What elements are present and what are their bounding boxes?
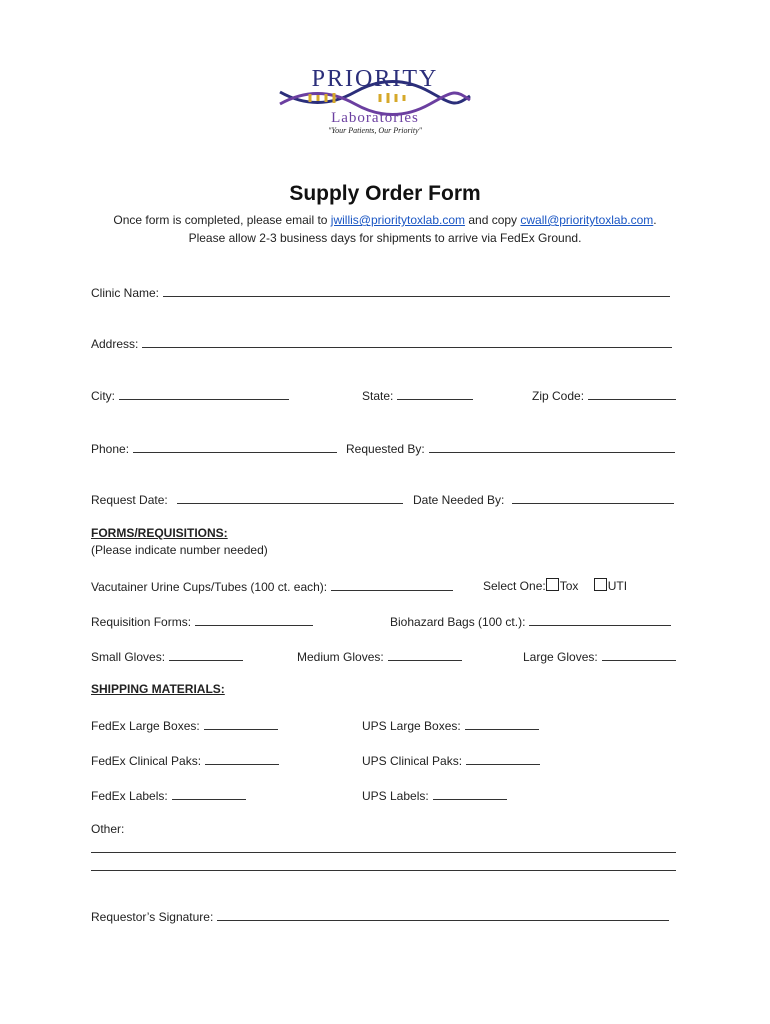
ups-labels-label: UPS Labels: xyxy=(362,789,429,803)
phone-field xyxy=(91,440,337,456)
urine-cups-field xyxy=(91,578,453,594)
clinic-name-field xyxy=(91,284,670,300)
requisition-biohazard-row xyxy=(91,613,679,631)
biohazard-bags-input[interactable] xyxy=(529,613,671,626)
state-field xyxy=(362,387,473,403)
tox-option-label: Tox xyxy=(559,579,579,593)
dates-row xyxy=(91,491,679,509)
requisition-forms-field xyxy=(91,613,313,629)
address-row xyxy=(91,335,679,353)
zip-field xyxy=(532,387,676,403)
instructions-line-2: Please allow 2-3 business days for shipments to arrive via FedEx Ground. xyxy=(188,231,582,245)
ups-labels-field xyxy=(362,787,507,803)
request-date-field xyxy=(91,491,403,507)
ups-paks-label: UPS Clinical Paks: xyxy=(362,754,463,768)
medium-gloves-label: Medium Gloves: xyxy=(297,650,384,664)
fedex-paks-field xyxy=(91,752,279,768)
requested-by-field xyxy=(346,440,675,456)
email-link-jwillis[interactable]: jwillis@prioritytoxlab.com xyxy=(330,213,466,227)
city-state-zip-row xyxy=(91,387,679,405)
date-needed-label: Date Needed By: xyxy=(413,493,505,507)
page-title: Supply Order Form xyxy=(289,182,481,205)
city-field xyxy=(91,387,289,403)
fedex-paks-label: FedEx Clinical Paks: xyxy=(91,754,202,768)
clinic-name-input[interactable] xyxy=(163,284,670,297)
address-label: Address: xyxy=(91,337,139,351)
ups-boxes-field xyxy=(362,717,539,733)
fedex-labels-input[interactable] xyxy=(172,787,246,800)
phone-input[interactable] xyxy=(133,440,337,453)
other-input-line-2[interactable] xyxy=(91,870,676,871)
select-one-label: Select One: xyxy=(483,579,546,593)
fedex-boxes-label: FedEx Large Boxes: xyxy=(91,719,200,733)
fedex-paks-input[interactable] xyxy=(205,752,279,765)
zip-label: Zip Code: xyxy=(532,389,585,403)
fedex-boxes-input[interactable] xyxy=(204,717,278,730)
small-gloves-input[interactable] xyxy=(169,648,243,661)
uti-option-label: UTI xyxy=(607,579,628,593)
state-input[interactable] xyxy=(397,387,473,400)
signature-input[interactable] xyxy=(217,908,669,921)
requisition-forms-label: Requisition Forms: xyxy=(91,615,192,629)
city-label: City: xyxy=(91,389,115,403)
urine-cups-input[interactable] xyxy=(331,578,453,591)
labels-row xyxy=(91,787,679,805)
gloves-row xyxy=(91,648,679,666)
signature-label: Requestor’s Signature: xyxy=(91,910,214,924)
fedex-labels-label: FedEx Labels: xyxy=(91,789,168,803)
medium-gloves-input[interactable] xyxy=(388,648,462,661)
phone-label: Phone: xyxy=(91,442,130,456)
ups-boxes-input[interactable] xyxy=(465,717,539,730)
address-field xyxy=(91,335,672,351)
ups-boxes-label: UPS Large Boxes: xyxy=(362,719,461,733)
clinic-name-label: Clinic Name: xyxy=(91,286,160,300)
medium-gloves-field xyxy=(297,648,462,664)
ups-paks-input[interactable] xyxy=(466,752,540,765)
clinical-paks-row xyxy=(91,752,679,770)
city-input[interactable] xyxy=(119,387,289,400)
instructions-text-mid: and copy xyxy=(465,213,521,227)
fedex-boxes-field xyxy=(91,717,278,733)
signature-row xyxy=(91,908,679,926)
address-input[interactable] xyxy=(142,335,672,348)
requested-by-label: Requested By: xyxy=(346,442,425,456)
uti-checkbox[interactable] xyxy=(594,578,607,591)
date-needed-field xyxy=(413,491,674,507)
small-gloves-label: Small Gloves: xyxy=(91,650,166,664)
signature-field xyxy=(91,908,669,924)
other-label: Other: xyxy=(91,822,125,836)
request-date-input[interactable] xyxy=(177,491,403,504)
phone-requested-row xyxy=(91,440,679,458)
instructions-text-end: . xyxy=(653,213,657,227)
biohazard-bags-field xyxy=(390,613,671,629)
logo-subtitle: Laboratories xyxy=(331,110,419,126)
large-gloves-label: Large Gloves: xyxy=(523,650,598,664)
urine-cups-label: Vacutainer Urine Cups/Tubes (100 ct. each): xyxy=(91,580,328,594)
small-gloves-field xyxy=(91,648,243,664)
priority-laboratories-logo xyxy=(270,64,480,136)
requested-by-input[interactable] xyxy=(429,440,675,453)
logo-wordmark: PRIORITY xyxy=(311,66,439,92)
large-gloves-field xyxy=(523,648,676,664)
logo-tagline: "Your Patients, Our Priority" xyxy=(328,126,422,135)
urine-cups-row xyxy=(91,578,679,596)
shipping-materials-heading: SHIPPING MATERIALS: xyxy=(91,682,225,696)
logo-graphic xyxy=(270,64,480,136)
other-input-line-1[interactable] xyxy=(91,852,676,853)
large-gloves-input[interactable] xyxy=(602,648,676,661)
instructions-line-1 xyxy=(0,213,770,227)
ups-labels-input[interactable] xyxy=(433,787,507,800)
clinic-name-row xyxy=(91,284,679,302)
request-date-label: Request Date: xyxy=(91,493,168,507)
requisition-forms-input[interactable] xyxy=(195,613,313,626)
large-boxes-row xyxy=(91,717,679,735)
biohazard-bags-label: Biohazard Bags (100 ct.): xyxy=(390,615,526,629)
fedex-labels-field xyxy=(91,787,246,803)
email-link-cwall[interactable]: cwall@prioritytoxlab.com xyxy=(520,213,654,227)
ups-paks-field xyxy=(362,752,540,768)
zip-input[interactable] xyxy=(588,387,676,400)
state-label: State: xyxy=(362,389,394,403)
tox-checkbox[interactable] xyxy=(546,578,559,591)
select-one-field xyxy=(483,578,627,593)
forms-requisitions-heading: FORMS/REQUISITIONS: xyxy=(91,526,228,540)
date-needed-input[interactable] xyxy=(512,491,674,504)
forms-note: (Please indicate number needed) xyxy=(91,543,268,557)
instructions-text: Once form is completed, please email to xyxy=(113,213,331,227)
